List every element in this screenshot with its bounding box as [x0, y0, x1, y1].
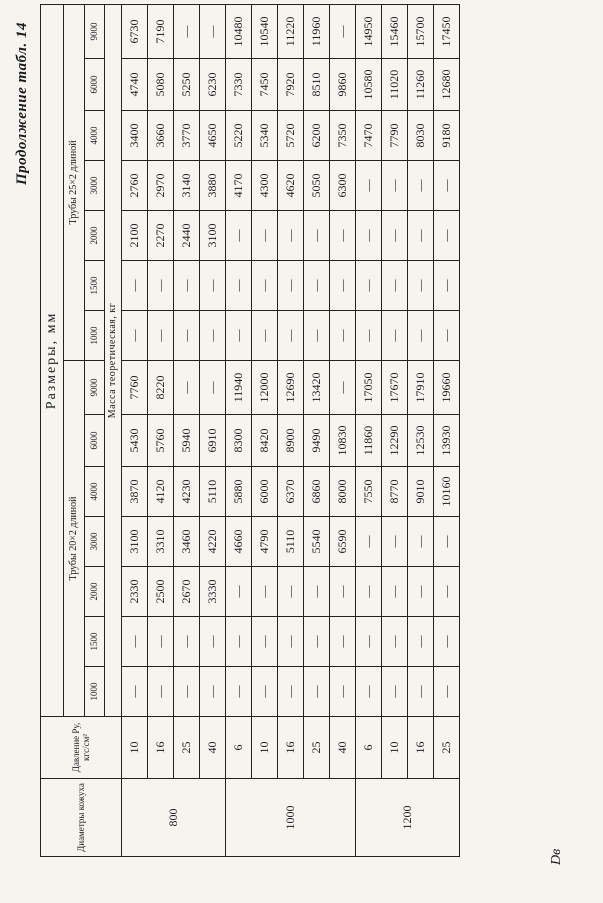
empty-cell: —	[278, 667, 304, 717]
mass-value-cell: 17450	[434, 4, 460, 58]
mass-value-cell: 5880	[226, 467, 252, 517]
mass-value-cell: 11940	[226, 361, 252, 415]
empty-cell: —	[408, 667, 434, 717]
mass-value-cell: 8900	[278, 415, 304, 467]
empty-cell: —	[226, 261, 252, 311]
mass-value-cell: 5050	[304, 161, 330, 211]
header-length-20-3: 3000	[85, 517, 105, 567]
header-length-20-5: 6000	[85, 415, 105, 467]
empty-cell: —	[122, 261, 148, 311]
mass-value-cell: 6370	[278, 467, 304, 517]
mass-value-cell: 2670	[174, 567, 200, 617]
mass-value-cell: 19660	[434, 361, 460, 415]
mass-value-cell: 8000	[330, 467, 356, 517]
table-row	[330, 4, 356, 856]
mass-value-cell: 6730	[122, 4, 148, 58]
mass-value-cell: 17670	[382, 361, 408, 415]
empty-cell: —	[226, 617, 252, 667]
mass-value-cell: 5340	[252, 111, 278, 161]
table-row	[278, 4, 304, 856]
header-length-20-0: 1000	[85, 667, 105, 717]
table-row	[252, 4, 278, 856]
table-row	[434, 4, 460, 856]
mass-value-cell: 7470	[356, 111, 382, 161]
table-row	[148, 4, 174, 856]
empty-cell: —	[434, 211, 460, 261]
empty-cell: —	[252, 211, 278, 261]
mass-value-cell: 13930	[434, 415, 460, 467]
mass-value-cell: 3330	[200, 567, 226, 617]
mass-value-cell: 8420	[252, 415, 278, 467]
mass-value-cell: 17910	[408, 361, 434, 415]
mass-value-cell: 2760	[122, 161, 148, 211]
pressure-cell: 40	[330, 717, 356, 779]
header-length-25-0: 1000	[85, 311, 105, 361]
mass-value-cell: 6230	[200, 59, 226, 111]
empty-cell: —	[278, 567, 304, 617]
mass-value-cell: 11260	[408, 59, 434, 111]
mass-value-cell: 5110	[278, 517, 304, 567]
table-row	[304, 4, 330, 856]
mass-value-cell: 4660	[226, 517, 252, 567]
mass-value-cell: 12530	[408, 415, 434, 467]
empty-cell: —	[304, 567, 330, 617]
mass-value-cell: 2500	[148, 567, 174, 617]
diameter-cell: 1000	[226, 779, 356, 857]
empty-cell: —	[226, 311, 252, 361]
pressure-cell: 25	[174, 717, 200, 779]
empty-cell: —	[382, 161, 408, 211]
mass-value-cell: 3140	[174, 161, 200, 211]
header-tube20: Трубы 20×2 длиной	[64, 361, 85, 717]
empty-cell: —	[174, 311, 200, 361]
empty-cell: —	[434, 667, 460, 717]
empty-cell: —	[356, 211, 382, 261]
empty-cell: —	[252, 617, 278, 667]
mass-value-cell: 6300	[330, 161, 356, 211]
mass-value-cell: 17050	[356, 361, 382, 415]
mass-value-cell: 3100	[200, 211, 226, 261]
pressure-cell: 16	[278, 717, 304, 779]
empty-cell: —	[330, 617, 356, 667]
mass-value-cell: 10830	[330, 415, 356, 467]
mass-value-cell: 3770	[174, 111, 200, 161]
diameter-cell: 800	[122, 779, 226, 857]
mass-value-cell: 3460	[174, 517, 200, 567]
empty-cell: —	[148, 667, 174, 717]
header-length-25-2: 2000	[85, 211, 105, 261]
mass-value-cell: 3400	[122, 111, 148, 161]
mass-value-cell: 12680	[434, 59, 460, 111]
mass-value-cell: 7760	[122, 361, 148, 415]
header-diameter: Диаметры кожуха	[41, 779, 122, 857]
empty-cell: —	[148, 617, 174, 667]
empty-cell: —	[278, 211, 304, 261]
mass-value-cell: 3870	[122, 467, 148, 517]
pressure-cell: 10	[122, 717, 148, 779]
mass-value-cell: 8220	[148, 361, 174, 415]
header-length-25-4: 4000	[85, 111, 105, 161]
mass-value-cell: 9010	[408, 467, 434, 517]
empty-cell: —	[252, 667, 278, 717]
mass-value-cell: 4230	[174, 467, 200, 517]
mass-value-cell: 3310	[148, 517, 174, 567]
page-title: Продолжение табл. 14	[14, 22, 30, 186]
empty-cell: —	[356, 667, 382, 717]
diameter-cell: 1200	[356, 779, 460, 857]
empty-cell: —	[408, 161, 434, 211]
empty-cell: —	[252, 261, 278, 311]
mass-value-cell: 5720	[278, 111, 304, 161]
data-table	[40, 4, 460, 857]
empty-cell: —	[200, 311, 226, 361]
mass-value-cell: 5430	[122, 415, 148, 467]
empty-cell: —	[434, 617, 460, 667]
mass-value-cell: 7450	[252, 59, 278, 111]
empty-cell: —	[330, 361, 356, 415]
empty-cell: —	[278, 311, 304, 361]
empty-cell: —	[200, 617, 226, 667]
empty-cell: —	[330, 261, 356, 311]
empty-cell: —	[434, 517, 460, 567]
mass-value-cell: 8510	[304, 59, 330, 111]
header-sizes: Размеры, мм	[41, 4, 64, 716]
mass-value-cell: 6910	[200, 415, 226, 467]
empty-cell: —	[200, 4, 226, 58]
mass-value-cell: 11020	[382, 59, 408, 111]
pressure-cell: 6	[356, 717, 382, 779]
mass-value-cell: 8770	[382, 467, 408, 517]
empty-cell: —	[356, 567, 382, 617]
header-length-25-1: 1500	[85, 261, 105, 311]
mass-value-cell: 15700	[408, 4, 434, 58]
empty-cell: —	[356, 617, 382, 667]
mass-value-cell: 3100	[122, 517, 148, 567]
table-row	[122, 4, 148, 856]
dv-label: Dв	[549, 848, 564, 865]
mass-value-cell: 11220	[278, 4, 304, 58]
header-length-25-5: 6000	[85, 59, 105, 111]
mass-value-cell: 15460	[382, 4, 408, 58]
empty-cell: —	[356, 261, 382, 311]
empty-cell: —	[226, 667, 252, 717]
empty-cell: —	[200, 667, 226, 717]
mass-value-cell: 4220	[200, 517, 226, 567]
table-row	[356, 4, 382, 856]
empty-cell: —	[122, 311, 148, 361]
empty-cell: —	[434, 161, 460, 211]
mass-value-cell: 6590	[330, 517, 356, 567]
mass-value-cell: 4120	[148, 467, 174, 517]
empty-cell: —	[356, 161, 382, 211]
header-pressure: Давление Pу, кгс/см²	[41, 717, 122, 779]
empty-cell: —	[330, 211, 356, 261]
mass-value-cell: 10160	[434, 467, 460, 517]
mass-value-cell: 3660	[148, 111, 174, 161]
empty-cell: —	[174, 261, 200, 311]
mass-value-cell: 2970	[148, 161, 174, 211]
empty-cell: —	[382, 667, 408, 717]
empty-cell: —	[408, 261, 434, 311]
mass-value-cell: 11960	[304, 4, 330, 58]
empty-cell: —	[304, 311, 330, 361]
mass-value-cell: 6200	[304, 111, 330, 161]
empty-cell: —	[304, 211, 330, 261]
mass-value-cell: 12690	[278, 361, 304, 415]
empty-cell: —	[382, 261, 408, 311]
mass-value-cell: 12000	[252, 361, 278, 415]
empty-cell: —	[382, 617, 408, 667]
empty-cell: —	[200, 361, 226, 415]
table-row	[174, 4, 200, 856]
mass-value-cell: 5080	[148, 59, 174, 111]
empty-cell: —	[408, 567, 434, 617]
mass-value-cell: 4620	[278, 161, 304, 211]
empty-cell: —	[304, 617, 330, 667]
mass-value-cell: 6860	[304, 467, 330, 517]
empty-cell: —	[226, 211, 252, 261]
rotated-table-area	[6, 12, 571, 877]
empty-cell: —	[174, 617, 200, 667]
mass-value-cell: 11860	[356, 415, 382, 467]
pressure-cell: 25	[304, 717, 330, 779]
header-length-20-6: 9000	[85, 361, 105, 415]
empty-cell: —	[330, 667, 356, 717]
mass-value-cell: 2270	[148, 211, 174, 261]
empty-cell: —	[408, 517, 434, 567]
mass-value-cell: 5110	[200, 467, 226, 517]
empty-cell: —	[278, 617, 304, 667]
mass-value-cell: 10540	[252, 4, 278, 58]
mass-value-cell: 13420	[304, 361, 330, 415]
pressure-cell: 6	[226, 717, 252, 779]
pressure-cell: 40	[200, 717, 226, 779]
mass-value-cell: 4170	[226, 161, 252, 211]
empty-cell: —	[174, 667, 200, 717]
header-mass: Масса теоретическая, кг	[105, 4, 122, 716]
empty-cell: —	[434, 567, 460, 617]
empty-cell: —	[330, 4, 356, 58]
empty-cell: —	[252, 311, 278, 361]
header-length-20-1: 1500	[85, 617, 105, 667]
mass-value-cell: 7330	[226, 59, 252, 111]
empty-cell: —	[148, 311, 174, 361]
mass-value-cell: 5940	[174, 415, 200, 467]
empty-cell: —	[304, 261, 330, 311]
table-row	[226, 4, 252, 856]
mass-value-cell: 3880	[200, 161, 226, 211]
empty-cell: —	[252, 567, 278, 617]
empty-cell: —	[174, 361, 200, 415]
empty-cell: —	[226, 567, 252, 617]
empty-cell: —	[408, 211, 434, 261]
empty-cell: —	[408, 617, 434, 667]
mass-value-cell: 7550	[356, 467, 382, 517]
mass-value-cell: 4790	[252, 517, 278, 567]
pressure-cell: 16	[148, 717, 174, 779]
empty-cell: —	[122, 617, 148, 667]
mass-value-cell: 2440	[174, 211, 200, 261]
mass-value-cell: 10480	[226, 4, 252, 58]
header-tube25: Трубы 25×2 длиной	[64, 4, 85, 360]
pressure-cell: 25	[434, 717, 460, 779]
mass-value-cell: 12290	[382, 415, 408, 467]
mass-value-cell: 8300	[226, 415, 252, 467]
table-row	[382, 4, 408, 856]
mass-value-cell: 2100	[122, 211, 148, 261]
header-length-20-2: 2000	[85, 567, 105, 617]
table-row	[200, 4, 226, 856]
mass-value-cell: 7190	[148, 4, 174, 58]
mass-value-cell: 9860	[330, 59, 356, 111]
empty-cell: —	[174, 4, 200, 58]
empty-cell: —	[382, 517, 408, 567]
empty-cell: —	[304, 667, 330, 717]
mass-value-cell: 10580	[356, 59, 382, 111]
mass-value-cell: 7920	[278, 59, 304, 111]
pressure-cell: 10	[252, 717, 278, 779]
empty-cell: —	[278, 261, 304, 311]
empty-cell: —	[356, 311, 382, 361]
mass-value-cell: 5220	[226, 111, 252, 161]
mass-value-cell: 4740	[122, 59, 148, 111]
empty-cell: —	[382, 567, 408, 617]
mass-value-cell: 7350	[330, 111, 356, 161]
empty-cell: —	[434, 261, 460, 311]
mass-value-cell: 7790	[382, 111, 408, 161]
mass-value-cell: 5250	[174, 59, 200, 111]
header-length-25-6: 9000	[85, 4, 105, 58]
table-row	[408, 4, 434, 856]
empty-cell: —	[330, 311, 356, 361]
pressure-cell: 10	[382, 717, 408, 779]
empty-cell: —	[408, 311, 434, 361]
mass-value-cell: 9180	[434, 111, 460, 161]
empty-cell: —	[382, 211, 408, 261]
mass-value-cell: 5760	[148, 415, 174, 467]
empty-cell: —	[148, 261, 174, 311]
header-length-20-4: 4000	[85, 467, 105, 517]
pressure-cell: 16	[408, 717, 434, 779]
empty-cell: —	[434, 311, 460, 361]
empty-cell: —	[122, 667, 148, 717]
mass-value-cell: 9490	[304, 415, 330, 467]
header-length-25-3: 3000	[85, 161, 105, 211]
mass-value-cell: 2330	[122, 567, 148, 617]
mass-value-cell: 4650	[200, 111, 226, 161]
mass-value-cell: 6000	[252, 467, 278, 517]
empty-cell: —	[356, 517, 382, 567]
empty-cell: —	[330, 567, 356, 617]
mass-value-cell: 5540	[304, 517, 330, 567]
mass-value-cell: 8030	[408, 111, 434, 161]
empty-cell: —	[382, 311, 408, 361]
empty-cell: —	[200, 261, 226, 311]
mass-value-cell: 4300	[252, 161, 278, 211]
mass-value-cell: 14950	[356, 4, 382, 58]
